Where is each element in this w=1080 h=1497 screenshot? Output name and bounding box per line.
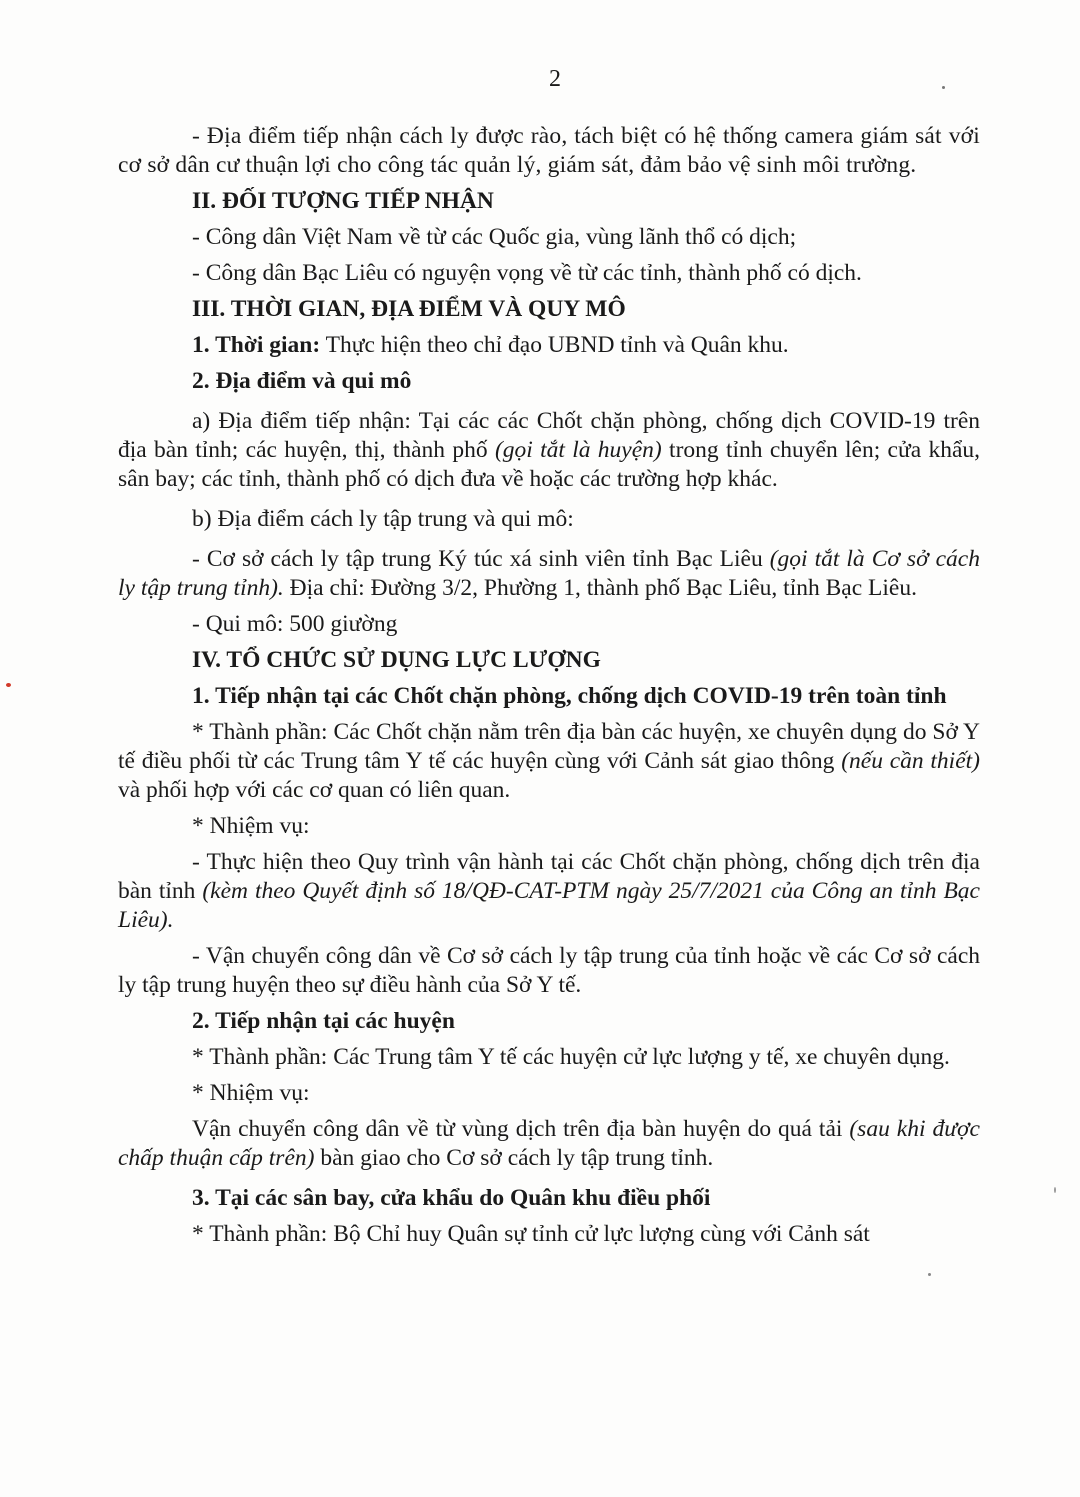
section-heading-iv: IV. TỔ CHỨC SỬ DỤNG LỰC LƯỢNG [192,647,601,673]
subsection-heading-airports: 3. Tại các sân bay, cửa khẩu do Quân khu điều phối [192,1185,711,1211]
paragraph-scale: - Qui mô: 500 giường [192,611,398,637]
paragraph-vietnamese-citizens: - Công dân Việt Nam về từ các Quốc gia, vùng lãnh thổ có dịch; [192,224,797,250]
receiving-location-text-a: a) Địa điểm tiếp nhận: Tại các các Chốt chặn phòng, chống dịch COVID-19 trên địa bàn tỉnh; các huyện, thị, thành phố [118,408,980,463]
checkpoint-composition-note: (nếu cần thiết) [841,748,980,774]
scan-speck-dot [928,1273,931,1276]
paragraph-dormitory [118,545,980,603]
checkpoint-composition-text-a: * Thành phần: Các Chốt chặn nằm trên địa bàn các huyện, xe chuyên dụng do Sở Y tế điều phối từ các Trung tâm Y tế các huyện cùng với Cảnh sát giao thông [118,719,980,774]
paragraph-quarantine-site: - Địa điểm tiếp nhận cách ly được rào, tách biệt có hệ thống camera giám sát với cơ sở dân cư thuận lợi cho công tác quản lý, giám sát, đảm bảo vệ sinh môi trường. [118,123,980,178]
dormitory-text-a: - Cơ sở cách ly tập trung Ký túc xá sinh viên tỉnh Bạc Liêu [192,546,770,572]
paragraph-district-transport [118,1115,980,1173]
time-text: Thực hiện theo chỉ đạo UBND tỉnh và Quân khu. [320,332,789,358]
paragraph-checkpoint-procedure [118,848,980,935]
document-body [118,122,980,1249]
paragraph-district-composition: * Thành phần: Các Trung tâm Y tế các huyện cử lực lượng y tế, xe chuyên dụng. [192,1044,950,1070]
paragraph-transport-citizens: - Vận chuyển công dân về Cơ sở cách ly tập trung của tỉnh hoặc về các Cơ sở cách ly tập trung huyện theo sự điều hành của Sở Y tế. [118,943,980,998]
paragraph-concentrated-location: b) Địa điểm cách ly tập trung và qui mô: [192,506,574,532]
paragraph-receiving-location [118,407,980,494]
checkpoint-procedure-note: (kèm theo Quyết định số 18/QĐ-CAT-PTM ngày 25/7/2021 của Công an tỉnh Bạc Liêu). [118,878,980,933]
subsection-heading-districts: 2. Tiếp nhận tại các huyện [192,1008,455,1034]
dormitory-note: (gọi tắt là Cơ sở cách ly tập trung tỉnh). [118,546,980,601]
time-label: 1. Thời gian: [192,332,321,358]
paragraph-time [118,331,980,360]
page-number: 2 [549,66,561,92]
checkpoint-procedure-text: - Thực hiện theo Quy trình vận hành tại các Chốt chặn phòng, chống dịch trên địa bàn tỉnh [118,849,980,904]
checkpoint-composition-text-b: và phối hợp với các cơ quan có liên quan. [118,777,511,803]
paragraph-duties-label-1: * Nhiệm vụ: [192,813,310,839]
paragraph-duties-label-2: * Nhiệm vụ: [192,1080,310,1106]
paragraph-checkpoint-composition [118,718,980,805]
dormitory-text-b: Địa chỉ: Đường 3/2, Phường 1, thành phố Bạc Liêu, tỉnh Bạc Liêu. [283,575,917,601]
receiving-location-note: (gọi tắt là huyện) [494,437,662,463]
section-heading-ii: II. ĐỐI TƯỢNG TIẾP NHẬN [192,188,494,214]
section-heading-iii: III. THỜI GIAN, ĐỊA ĐIỂM VÀ QUY MÔ [192,296,626,322]
paragraph-baclieu-citizens: - Công dân Bạc Liêu có nguyện vọng về từ các tỉnh, thành phố có dịch. [192,260,862,286]
subsection-heading-checkpoints: 1. Tiếp nhận tại các Chốt chặn phòng, chống dịch COVID-19 trên toàn tỉnh [192,683,947,709]
scan-speck-red [6,683,11,687]
district-transport-text-b: bàn giao cho Cơ sở cách ly tập trung tỉnh. [314,1145,714,1171]
district-transport-text-a: Vận chuyển công dân về từ vùng dịch trên địa bàn huyện do quá tải [192,1116,850,1142]
subsection-heading-location-scale: 2. Địa điểm và qui mô [192,368,412,394]
district-transport-note: (sau khi được chấp thuận cấp trên) [118,1116,980,1171]
paragraph-military-composition: * Thành phần: Bộ Chỉ huy Quân sự tỉnh cử lực lượng cùng với Cảnh sát [192,1221,870,1247]
receiving-location-text-b: trong tỉnh chuyển lên; cửa khẩu, sân bay; các tỉnh, thành phố có dịch đưa về hoặc các trường hợp khác. [118,437,981,492]
scan-speck-dot [942,86,945,89]
scan-speck-dot [1054,1187,1056,1193]
